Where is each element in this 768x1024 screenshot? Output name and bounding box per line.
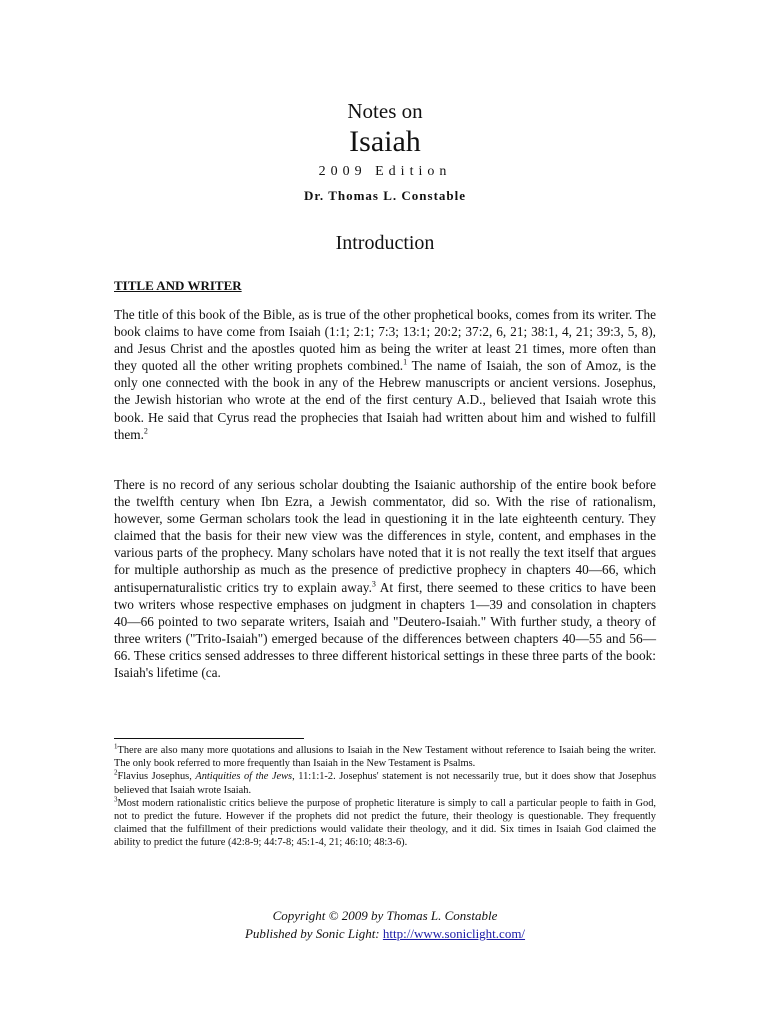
document-page (114, 0, 656, 1024)
footnote-ref-3[interactable]: 3 (371, 579, 376, 589)
publisher-link[interactable]: http://www.soniclight.com/ (382, 926, 526, 941)
footnote-3-text: Most modern rationalistic critics believe the purpose of prophetic literature is simply to call a particular people to faith in God, not to predict the future. However if the prophets did not predict the future, their theology is questionable. They frequently claimed that the fulfillment of their predictions would validate their theology, and it did. Six times in Isaiah God claimed the ability to predict the future (42:8-9; 44:7-8; 45:1-4, 21; 46:10; 48:3-6). (114, 797, 656, 849)
footnote-3-number: 3 (114, 795, 118, 804)
footnote-ref-2[interactable]: 2 (143, 426, 148, 436)
book-title: Isaiah (349, 125, 421, 158)
footnote-2-suffix: , 11:1:1-2. Josephus' statement is not necessarily true, but it does show that Josephus believed that Isaiah wrote Isaiah. (114, 771, 657, 796)
footnote-2 (114, 770, 656, 796)
subsection-heading: TITLE AND WRITER (114, 278, 242, 293)
author-name: Dr. Thomas L. Constable (303, 188, 467, 203)
paragraph-2 (114, 476, 656, 681)
footnote-2-title: Antiquities of the Jews (195, 771, 293, 783)
footnote-3 (114, 797, 656, 850)
paragraph-1-text-b: The name of Isaiah, the son of Amoz, is the only one connected with the book in any of the Hebrew manuscripts or ancient versions. Josephus, the Jewish historian who wrote at the end of the first century A.D., believed that Isaiah wrote this book. He said that Cyrus read the prophecies that Isaiah had written about him and wished to fulfill them. (114, 358, 656, 442)
footnote-1 (114, 744, 656, 770)
copyright-notice: Copyright © 2009 by Thomas L. Constable (272, 908, 498, 923)
paragraph-2-text-a: There is no record of any serious scholar doubting the Isaianic authorship of the entire book before the twelfth century when Ibn Ezra, a Jewish commentator, did so. With the rise of rationalism, however, some German scholars took the lead in questioning it in the late eighteenth century. They claimed that the basis for their new view was the differences in style, content, and emphases in the various parts of the prophecy. Many scholars have noted that it is not really the text itself that argues for multiple authorship as much as the presence of predictive prophecy in chapters 40—66, which antisupernaturalistic critics try to explain away. (114, 477, 656, 595)
footnote-ref-1[interactable]: 1 (403, 357, 408, 367)
footnote-1-number: 1 (114, 742, 118, 751)
footnote-1-text: There are also many more quotations and allusions to Isaiah in the New Testament without reference to Isaiah being the writer. The only book referred to more frequently than Isaiah in the New Testament is Psalms. (114, 745, 656, 770)
notes-on-label: Notes on (347, 99, 423, 123)
paragraph-2-text-b: At first, there seemed to these critics to have been two writers whose respective emphases on judgment in chapters 1—39 and consolation in chapters 40—66 pointed to two separate writers, Isaiah and "Deutero-Isaiah." With further study, a theory of three writers ("Trito-Isaiah") emerged because of the differences between chapters 40—55 and 56—66. These critics sensed addresses to three different historical settings in these three parts of the book: Isaiah's lifetime (ca. (114, 579, 656, 681)
footnote-2-prefix: Flavius Josephus, (117, 771, 196, 783)
edition-label: 2009 Edition (318, 164, 452, 179)
footnote-2-number: 2 (114, 768, 118, 777)
publisher-prefix: Published by Sonic Light: (244, 926, 383, 941)
publisher-line (114, 925, 656, 943)
footnote-divider (114, 738, 304, 739)
footnotes (114, 744, 656, 850)
paragraph-1-text-a: The title of this book of the Bible, as is true of the other prophetical books, comes from its writer. The book claims to have come from Isaiah (1:1; 2:1; 7:3; 13:1; 20:2; 37:2, 6, 21; 38:1, 4, 21; 39:3, 5, 8), and Jesus Christ and the apostles quoted him as being the writer at least 21 times, more often than they quoted all the other writing prophets combined. (114, 307, 656, 374)
paragraph-1 (114, 306, 656, 443)
section-title: Introduction (335, 232, 435, 254)
